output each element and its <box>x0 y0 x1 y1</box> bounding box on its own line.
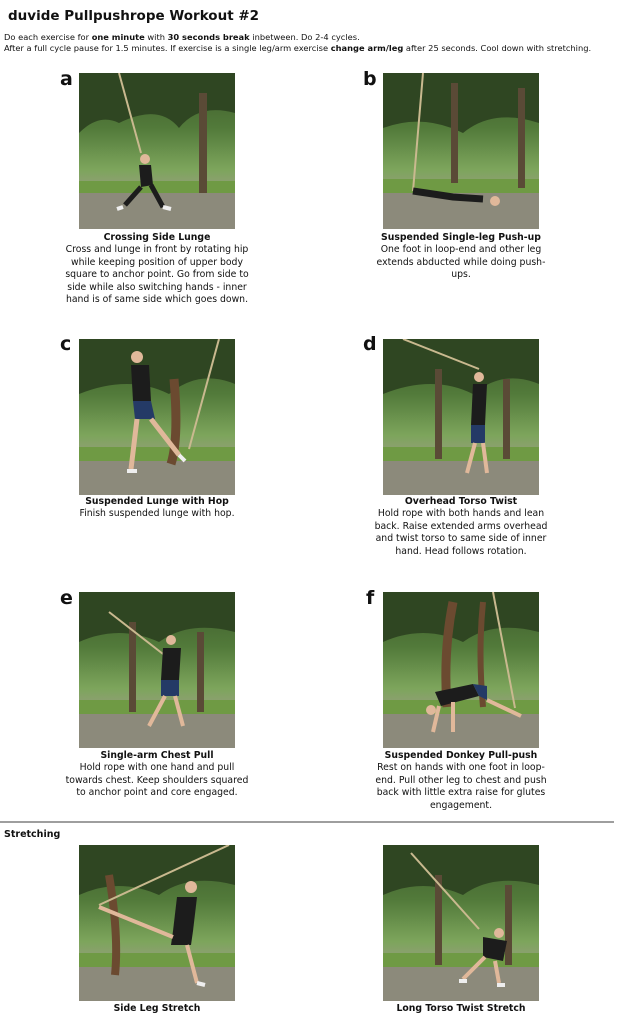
exercise-title-e: Single-arm Chest Pull <box>100 750 214 761</box>
exercise-letter-d: d <box>363 333 377 355</box>
exercise-caption-b <box>369 232 553 282</box>
stretching-heading: Stretching <box>4 829 61 840</box>
exercise-caption-f <box>369 750 553 812</box>
exercise-photo-a <box>79 73 235 229</box>
stretch-title-long-torso: Long Torso Twist Stretch <box>396 1003 526 1014</box>
stretch-photo-long-torso <box>383 845 539 1001</box>
stretch-caption-side-leg <box>65 1003 249 1015</box>
exercise-letter-e: e <box>60 587 73 609</box>
exercise-letter-a: a <box>60 68 73 90</box>
exercise-photo-d <box>383 339 539 495</box>
exercise-caption-c <box>65 496 249 521</box>
exercise-title-b: Suspended Single-leg Push-up <box>381 232 541 243</box>
exercise-desc-f: Rest on hands with one foot in loop-end. Pull other leg to chest and push back with little extra raise for glutes engagement. <box>375 762 547 811</box>
exercise-photo-b <box>383 73 539 229</box>
exercise-title-f: Suspended Donkey Pull-push <box>384 750 538 761</box>
exercise-title-a: Crossing Side Lunge <box>103 232 211 243</box>
intro-line-1: Do each exercise for one minute with 30 seconds break inbetween. Do 2-4 cycles. <box>4 32 360 42</box>
exercise-photo-e <box>79 592 235 748</box>
page-title: duvide Pullpushrope Workout #2 <box>8 8 260 24</box>
exercise-letter-b: b <box>363 68 377 90</box>
stretch-photo-side-leg <box>79 845 235 1001</box>
exercise-letter-c: c <box>60 333 72 355</box>
exercise-caption-a <box>65 232 249 306</box>
exercise-caption-e <box>65 750 249 800</box>
exercise-desc-b: One foot in loop-end and other leg extends abducted while doing push-ups. <box>376 244 546 281</box>
section-divider <box>0 821 614 823</box>
exercise-letter-f: f <box>366 587 375 609</box>
intro-text <box>4 32 616 54</box>
intro-line-2: After a full cycle pause for 1.5 minutes. If exercise is a single leg/arm exercise change arm/leg after 25 seconds. Cool down with stretching. <box>4 43 592 53</box>
exercise-desc-e: Hold rope with one hand and pull towards chest. Keep shoulders squared to anchor point and core engaged. <box>65 762 249 799</box>
exercise-photo-c <box>79 339 235 495</box>
exercise-photo-f <box>383 592 539 748</box>
exercise-desc-a: Cross and lunge in front by rotating hip while keeping position of upper body square to anchor point. Go from side to side while also switching hands - inner hand is of same side which goes down. <box>65 244 249 306</box>
stretch-caption-long-torso <box>369 1003 553 1015</box>
exercise-desc-d: Hold rope with both hands and lean back. Raise extended arms overhead and twist torso to same side of inner hand. Head follows rotation. <box>374 508 548 557</box>
exercise-title-c: Suspended Lunge with Hop <box>85 496 229 507</box>
exercise-title-d: Overhead Torso Twist <box>404 496 518 507</box>
stretch-title-side-leg: Side Leg Stretch <box>113 1003 201 1014</box>
exercise-caption-d <box>369 496 553 558</box>
exercise-desc-c: Finish suspended lunge with hop. <box>79 508 235 520</box>
